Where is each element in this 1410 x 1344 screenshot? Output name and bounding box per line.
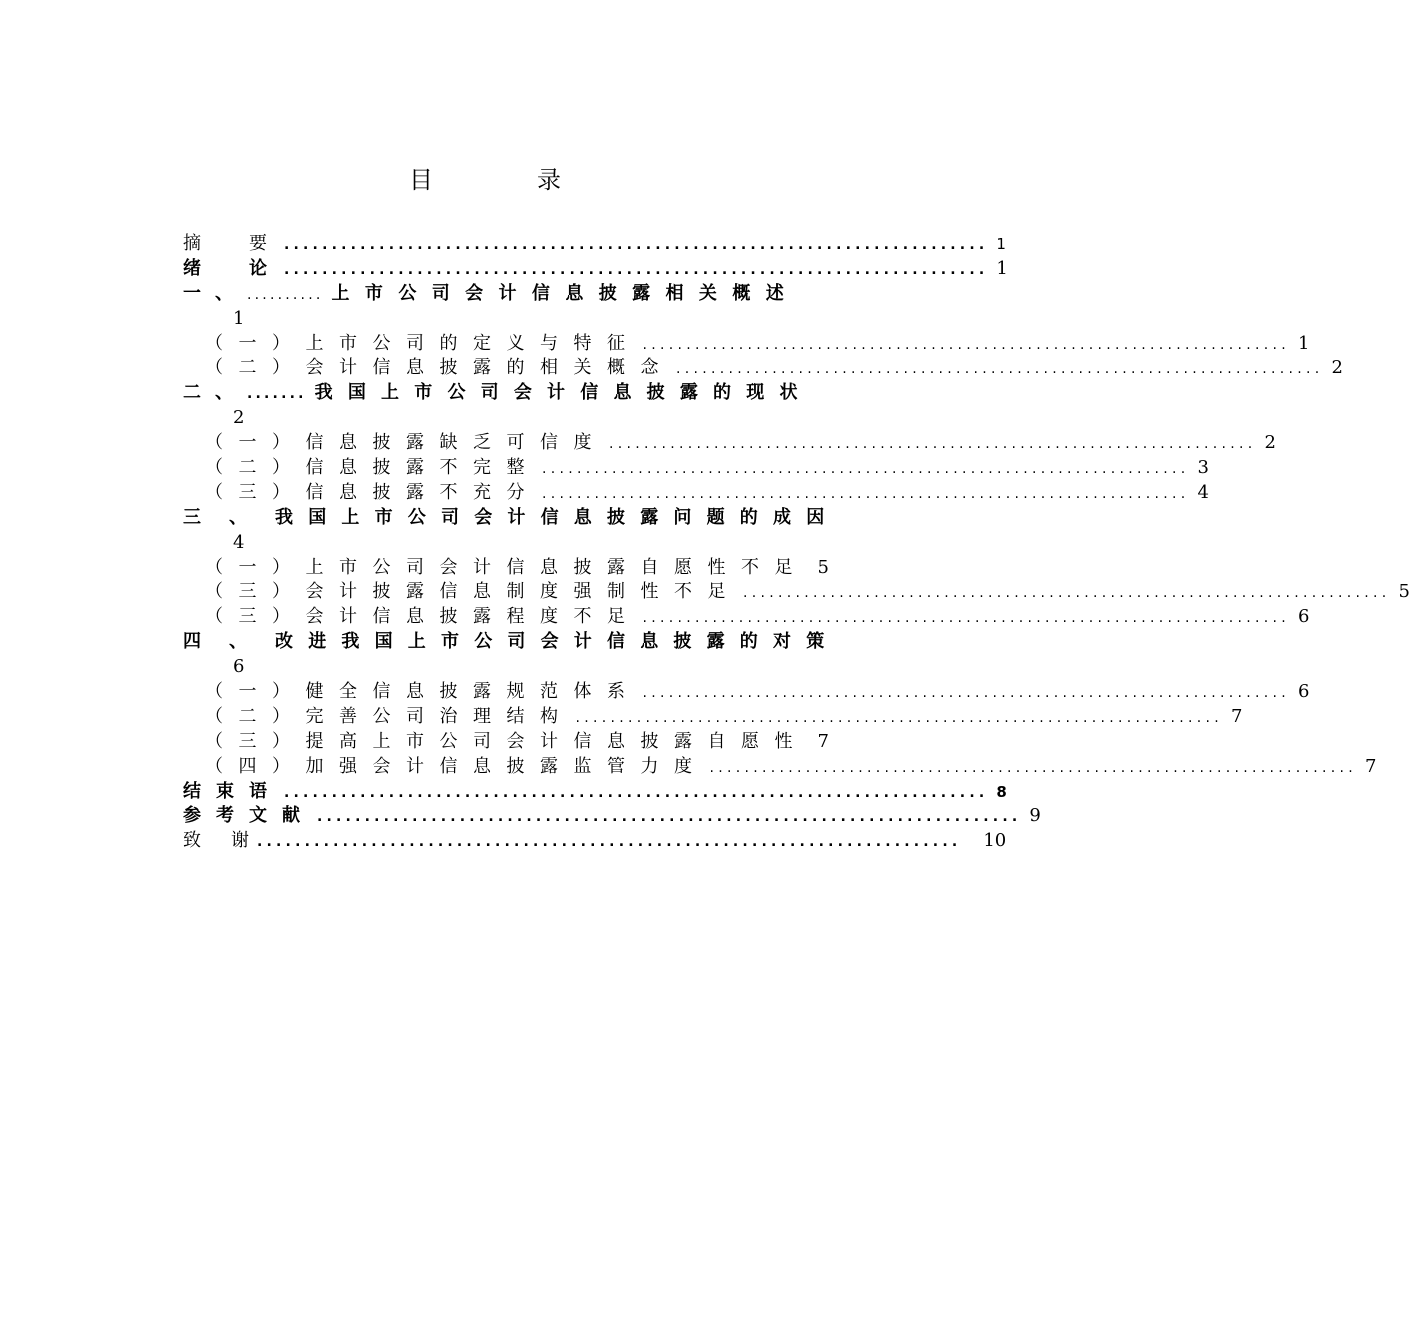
toc-entry-section-2-1[interactable]: [183, 431, 1276, 456]
toc-leader-dots: ..........: [247, 286, 324, 303]
toc-entry-introduction[interactable]: [183, 257, 1008, 282]
toc-entry-label: 绪 论: [183, 257, 282, 279]
toc-entry-label: 二、: [183, 382, 247, 404]
toc-entry-label: 三、: [183, 506, 275, 528]
toc-entry-references[interactable]: [183, 804, 1041, 829]
toc-entry-page: 1: [996, 235, 1006, 253]
toc-entry-acknowledgements[interactable]: [183, 829, 1007, 854]
toc-entry-page: 5: [817, 556, 829, 578]
toc-entry-section-3-2[interactable]: [183, 580, 1410, 605]
toc-entry-section-2-3[interactable]: [183, 481, 1209, 506]
toc-entry-page: 7: [1365, 755, 1377, 777]
toc-entry-label: （三）会计信息披露程度不足: [205, 606, 641, 628]
toc-entry-page: 7: [1231, 705, 1243, 727]
toc-entry-section-2-2[interactable]: [183, 456, 1209, 481]
table-of-contents: [183, 232, 1410, 854]
toc-entry-chapter-2[interactable]: [183, 381, 829, 406]
toc-leader-dots: ..........................................................................: [284, 237, 989, 253]
toc-entry-page: 10: [983, 830, 1007, 852]
toc-entry-label: 摘 要: [183, 233, 282, 254]
toc-entry-label: （二）完善公司治理结构: [205, 705, 574, 727]
toc-entry-section-1-2[interactable]: [183, 356, 1343, 381]
toc-leader-dots: ..........................................................................: [542, 461, 1190, 478]
page-title: 目 录: [409, 166, 601, 194]
toc-entry-label-continued: 改进我国上市公司会计信息披露的对策: [275, 631, 840, 653]
toc-entry-page: 1: [233, 307, 245, 329]
toc-entry-label: （四）加强会计信息披露监管力度: [205, 755, 708, 777]
toc-entry-label-continued: 我国上市公司会计信息披露的现状: [314, 382, 813, 404]
toc-entry-section-4-2[interactable]: [183, 705, 1243, 730]
toc-entry-label: （二）信息披露不完整: [205, 457, 540, 479]
toc-entry-section-3-1[interactable]: [183, 556, 829, 581]
toc-leader-dots: ..........................................................................: [676, 361, 1324, 378]
toc-entry-page: 2: [1331, 357, 1343, 379]
toc-entry-abstract[interactable]: [183, 232, 1006, 257]
toc-entry-section-1-1[interactable]: [183, 332, 1310, 357]
toc-leader-dots: ..........................................................................: [542, 485, 1190, 502]
toc-entry-label: （三）提高上市公司会计信息披露自愿性: [205, 730, 808, 752]
toc-entry-label: 参考文献: [183, 805, 315, 827]
toc-leader-dots: ..........................................................................: [284, 261, 989, 278]
toc-entry-page: 7: [817, 730, 829, 752]
toc-entry-label-continued: 我国上市公司会计信息披露问题的成因: [275, 506, 840, 528]
toc-leader-dots: ..........................................................................: [609, 436, 1257, 453]
toc-leader-dots: ..........................................................................: [743, 585, 1391, 602]
toc-entry-page: 2: [233, 407, 245, 429]
toc-entry-page: 3: [1197, 457, 1209, 479]
toc-entry-label: （一）健全信息披露规范体系: [205, 681, 641, 703]
toc-leader-dots: ..........................................................................: [575, 709, 1224, 726]
toc-entry-conclusion[interactable]: [183, 780, 1007, 805]
toc-entry-section-4-1[interactable]: [183, 680, 1310, 705]
toc-entry-section-3-3[interactable]: [183, 605, 1310, 630]
toc-entry-label: 四、: [183, 631, 275, 653]
toc-entry-page: 5: [1398, 581, 1410, 603]
toc-entry-label: （一）信息披露缺乏可信度: [205, 432, 607, 454]
toc-entry-page: 1: [1298, 332, 1310, 354]
toc-leader-dots: ..........................................................................: [642, 336, 1291, 353]
toc-entry-label: 结束语: [183, 780, 282, 802]
toc-entry-chapter-3[interactable]: [183, 506, 840, 531]
toc-entry-page: 2: [1264, 432, 1276, 454]
toc-leader-dots: ..........................................................................: [642, 610, 1291, 627]
toc-entry-section-4-4[interactable]: [183, 755, 1377, 780]
toc-entry-page: 4: [233, 531, 245, 553]
toc-leader-dots: ..........................................................................: [642, 685, 1291, 702]
toc-entry-page: 6: [1298, 681, 1310, 703]
toc-leader-dots: ..........................................................................: [284, 784, 989, 801]
toc-entry-label-continued: 上市公司会计信息披露相关概述: [331, 282, 800, 304]
toc-entry-label: （三）信息披露不充分: [205, 481, 540, 503]
toc-leader-dots: .......: [247, 386, 307, 403]
toc-entry-label: （二）会计信息披露的相关概念: [205, 357, 674, 379]
toc-entry-page: 8: [996, 782, 1007, 801]
toc-leader-dots: ..........................................................................: [257, 834, 962, 851]
toc-leader-dots: ..........................................................................: [709, 759, 1358, 776]
toc-entry-section-4-3[interactable]: [183, 730, 829, 755]
toc-entry-label: 致 谢: [183, 830, 255, 852]
toc-entry-label: 一、: [183, 282, 247, 304]
toc-entry-page: 6: [233, 656, 245, 678]
toc-entry-page: 9: [1029, 805, 1041, 827]
toc-entry-page: 1: [996, 257, 1008, 279]
toc-entry-page: 6: [1298, 606, 1310, 628]
toc-entry-label: （一）上市公司的定义与特征: [205, 332, 641, 354]
toc-leader-dots: ..........................................................................: [317, 809, 1022, 826]
toc-entry-label: （三）会计披露信息制度强制性不足: [205, 581, 741, 603]
toc-entry-chapter-1[interactable]: [183, 282, 829, 307]
toc-entry-chapter-4[interactable]: [183, 630, 840, 655]
toc-entry-label: （一）上市公司会计信息披露自愿性不足: [205, 556, 808, 578]
toc-entry-page: 4: [1197, 481, 1209, 503]
